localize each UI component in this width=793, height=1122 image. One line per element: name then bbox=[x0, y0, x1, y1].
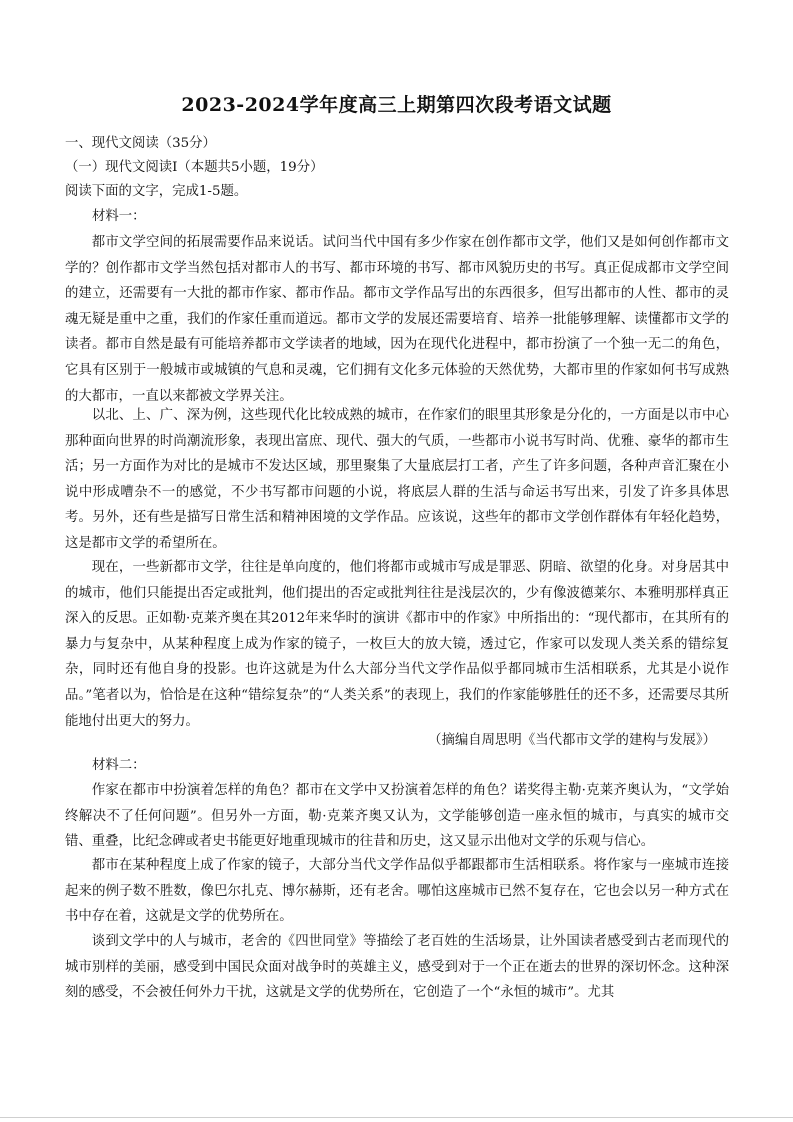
page-bottom-rule bbox=[0, 1117, 793, 1118]
subsection-heading: （一）现代文阅读Ⅰ（本题共5小题，19分） bbox=[65, 160, 324, 175]
material-1-source: （摘编自周思明《当代都市文学的建构与发展》） bbox=[428, 733, 716, 748]
material-2-label: 材料二： bbox=[92, 758, 146, 773]
material-2-paragraph: 作家在都市中扮演着怎样的角色？都市在文学中又扮演着怎样的角色？诺奖得主勒·克莱齐奥认为，“文学始终解决不了任何问题”。但另外一方面，勒·克莱齐奥又认为，文学能够创造一座永恒的城市，与真实的城市交错、重叠，比纪念碑或者史书能更好地重现城市的往昔和历史，这又显示出他对文学的乐观与信心。 bbox=[65, 783, 729, 850]
material-1-paragraph: 都市文学空间的拓展需要作品来说话。试问当代中国有多少作家在创作都市文学，他们又是如何创作都市文学的？创作都市文学当然包括对都市人的书写、都市环境的书写、都市风貌历史的书写。真正促成都市文学空间的建立，还需要有一大批的都市作家、都市作品。都市文学作品写出的东西很多，但写出都市的人性、都市的灵魂无疑是重中之重，我们的作家任重而道远。都市文学的发展还需要培育、培养一批能够理解、读懂都市文学的读者。都市自然是最有可能培养都市文学读者的地域，因为在现代化进程中，都市扮演了一个独一无二的角色，它具有区别于一般城市或城镇的气息和灵魂，它们拥有文化多元体验的天然优势，大都市里的作家如何书写成熟的大都市，一直以来都被文学界关注。 bbox=[65, 235, 729, 404]
material-1-paragraph: 以北、上、广、深为例，这些现代化比较成熟的城市，在作家们的眼里其形象是分化的，一方面是以市中心那种面向世界的时尚潮流形象，表现出富庶、现代、强大的气质，一些都市小说书写时尚、优雅、豪华的都市生活；另一方面作为对比的是城市不发达区域，那里聚集了大量底层打工者，产生了许多问题，各种声音汇聚在小说中形成嘈杂不一的感觉，不少书写都市问题的小说，将底层人群的生活与命运书写出来，引发了许多具体思考。另外，还有些是描写日常生活和精神困境的文学作品。应该说，这些年的都市文学创作群体有年轻化趋势，这是都市文学的希望所在。 bbox=[65, 408, 729, 551]
section-heading: 一、现代文阅读（35分） bbox=[65, 136, 216, 151]
material-1-paragraph: 现在，一些新都市文学，往往是单向度的，他们将都市或城市写成是罪恶、阴暗、欲望的化身。对身居其中的城市，他们只能提出否定或批判，他们提出的否定或批判往往是浅层次的，少有像波德莱尔、本雅明那样真正深入的反思。正如勒·克莱齐奥在其2012年来华时的演讲《都市中的作家》中所指出的：“现代都市，在其所有的暴力与复杂中，从某种程度上成为作家的镜子，一枚巨大的放大镜，透过它，作家可以发现人类关系的错综复杂，同时还有他自身的投影。也许这就是为什么大部分当代文学作品似乎都同城市生活相联系，尤其是小说作品。”笔者以为，恰恰是在这种“错综复杂”的“人类关系”的表现上，我们的作家能够胜任的还不多，还需要尽其所能地付出更大的努力。 bbox=[65, 560, 729, 729]
reading-instruction: 阅读下面的文字，完成1-5题。 bbox=[65, 184, 248, 199]
material-2-paragraph: 都市在某种程度上成了作家的镜子，大部分当代文学作品似乎都跟都市生活相联系。将作家与一座城市连接起来的例子数不胜数，像巴尔扎克、博尔赫斯，还有老舍。哪怕这座城市已然不复存在，它也会以另一种方式在书中存在着，这就是文学的优势所在。 bbox=[65, 858, 729, 925]
material-2-paragraph: 谈到文学中的人与城市，老舍的《四世同堂》等描绘了老百姓的生活场景，让外国读者感受到古老而现代的城市别样的美丽，感受到中国民众面对战争时的英雄主义，感受到对于一个正在逝去的世界的深切怀念。这种深刻的感受，不会被任何外力干扰，这就是文学的优势所在，它创造了一个“永恒的城市”。尤其 bbox=[65, 934, 729, 1001]
exam-title: 2023-2024学年度高三上期第四次段考语文试题 bbox=[181, 94, 612, 116]
material-1-label: 材料一： bbox=[92, 209, 146, 224]
